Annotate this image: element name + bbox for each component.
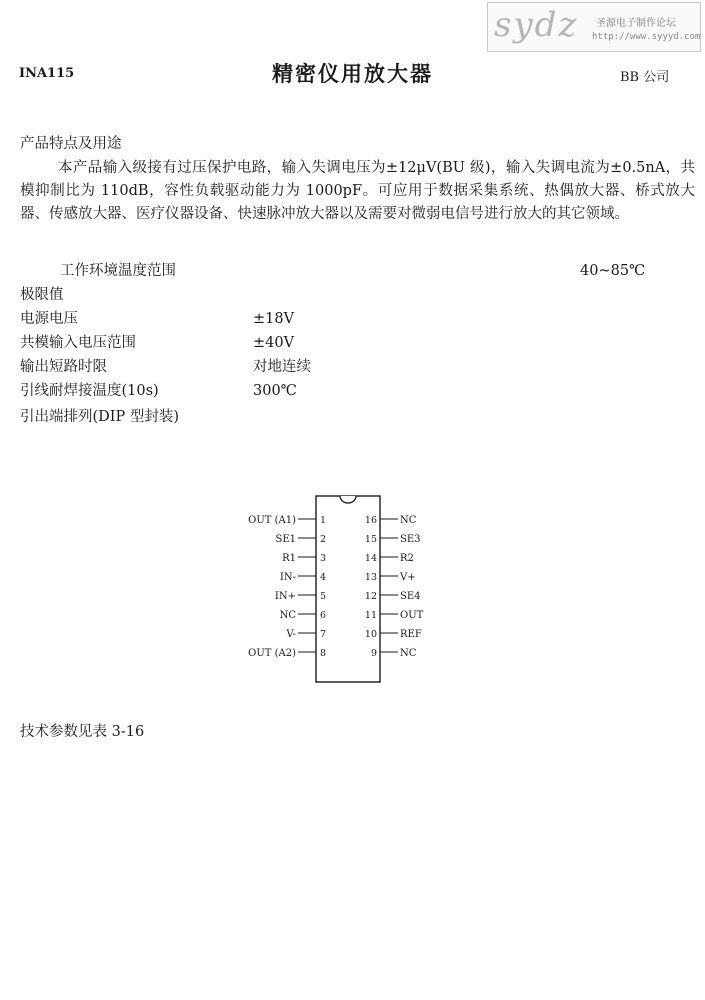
right-pin-row xyxy=(365,610,424,621)
page-title: 精密仪用放大器 xyxy=(272,62,433,86)
features-paragraph: 本产品输入级接有过压保护电路，输入失调电压为±12μV(BU 级)，输入失调电流为±0.5nA，共模抑制比为 110dB，容性负载驱动能力为 1000pF。可应用于数据采集系统、热偶放大器、桥式放大器、传感放大器、医疗仪器设备、快速脉冲放大器以及需要对微弱电信号进行放大的其它领域。 xyxy=(20,160,695,222)
right-pin-row xyxy=(365,515,417,526)
part-number: INA115 xyxy=(19,66,75,81)
pin-label: NC xyxy=(400,648,417,659)
spec-value: ±40V xyxy=(253,335,295,351)
pin-number: 5 xyxy=(320,591,327,602)
pinout-heading: 引出端排列(DIP 型封装) xyxy=(20,409,180,425)
pin-number: 8 xyxy=(320,648,327,659)
watermark-logo-text: sydz xyxy=(494,5,579,45)
pin-label: V- xyxy=(286,629,296,640)
left-pin-row xyxy=(280,572,326,583)
spec-value: ±18V xyxy=(253,311,295,327)
spec-label: 输出短路时限 xyxy=(20,359,107,375)
right-pin-row xyxy=(365,553,414,564)
pin-number: 14 xyxy=(364,553,377,564)
pin-label: V+ xyxy=(400,572,416,583)
spec-value: 对地连续 xyxy=(253,359,311,375)
spec-row xyxy=(20,308,420,332)
watermark-logo xyxy=(487,2,701,52)
pin-number: 11 xyxy=(364,610,377,621)
right-pin-row xyxy=(365,534,421,545)
operating-temp-label: 工作环境温度范围 xyxy=(60,263,176,279)
pin-number: 7 xyxy=(320,629,327,640)
watermark-url: http://www.syyyd.com xyxy=(592,32,701,42)
dip16-pinout-diagram xyxy=(230,488,470,688)
pin-label: R1 xyxy=(282,553,296,564)
pin-label: IN+ xyxy=(274,591,296,602)
left-pin-row xyxy=(248,515,326,526)
pin-number: 10 xyxy=(364,629,377,640)
pin-number: 9 xyxy=(370,648,377,659)
spec-row xyxy=(20,380,420,404)
left-pin-row xyxy=(285,629,326,640)
manufacturer: BB 公司 xyxy=(620,70,670,85)
pin-label: SE1 xyxy=(275,534,296,545)
pin-label: IN- xyxy=(279,572,296,583)
pin-number: 4 xyxy=(320,572,327,583)
pin-label: SE3 xyxy=(400,534,421,545)
pin-number: 12 xyxy=(364,591,377,602)
right-pin-row xyxy=(365,629,422,640)
pin-label: SE4 xyxy=(400,591,421,602)
watermark-site-name: 圣源电子制作论坛 xyxy=(596,18,676,29)
pin-number: 15 xyxy=(364,534,377,545)
left-pin-row xyxy=(248,648,326,659)
pin-label: OUT (A1) xyxy=(248,515,296,526)
left-pin-row xyxy=(282,553,326,564)
pin-number: 3 xyxy=(320,553,327,564)
pin-number: 1 xyxy=(320,515,327,526)
pin-label: OUT (A2) xyxy=(248,648,296,659)
pin-label: OUT xyxy=(400,610,424,621)
pin-number: 13 xyxy=(364,572,377,583)
right-pin-row xyxy=(365,572,416,583)
absolute-max-heading: 极限值 xyxy=(20,287,64,303)
features-heading: 产品特点及用途 xyxy=(20,136,122,152)
pin-label: NC xyxy=(279,610,296,621)
pin-label: R2 xyxy=(400,553,414,564)
pin-number: 16 xyxy=(364,515,377,526)
spec-label: 引线耐焊接温度(10s) xyxy=(20,383,159,399)
left-pin-row xyxy=(280,610,326,621)
spec-row xyxy=(20,356,420,380)
spec-row xyxy=(20,332,420,356)
footer-note: 技术参数见表 3-16 xyxy=(20,724,145,740)
operating-temp-value: 40~85℃ xyxy=(580,263,646,279)
pin-label: REF xyxy=(400,629,422,640)
spec-value: 300℃ xyxy=(253,383,297,399)
pin-number: 2 xyxy=(320,534,327,545)
spec-label: 共模输入电压范围 xyxy=(20,335,136,351)
pin-number: 6 xyxy=(320,610,327,621)
right-pin-row xyxy=(365,591,421,602)
pin-label: NC xyxy=(400,515,417,526)
spec-label: 电源电压 xyxy=(20,311,78,327)
